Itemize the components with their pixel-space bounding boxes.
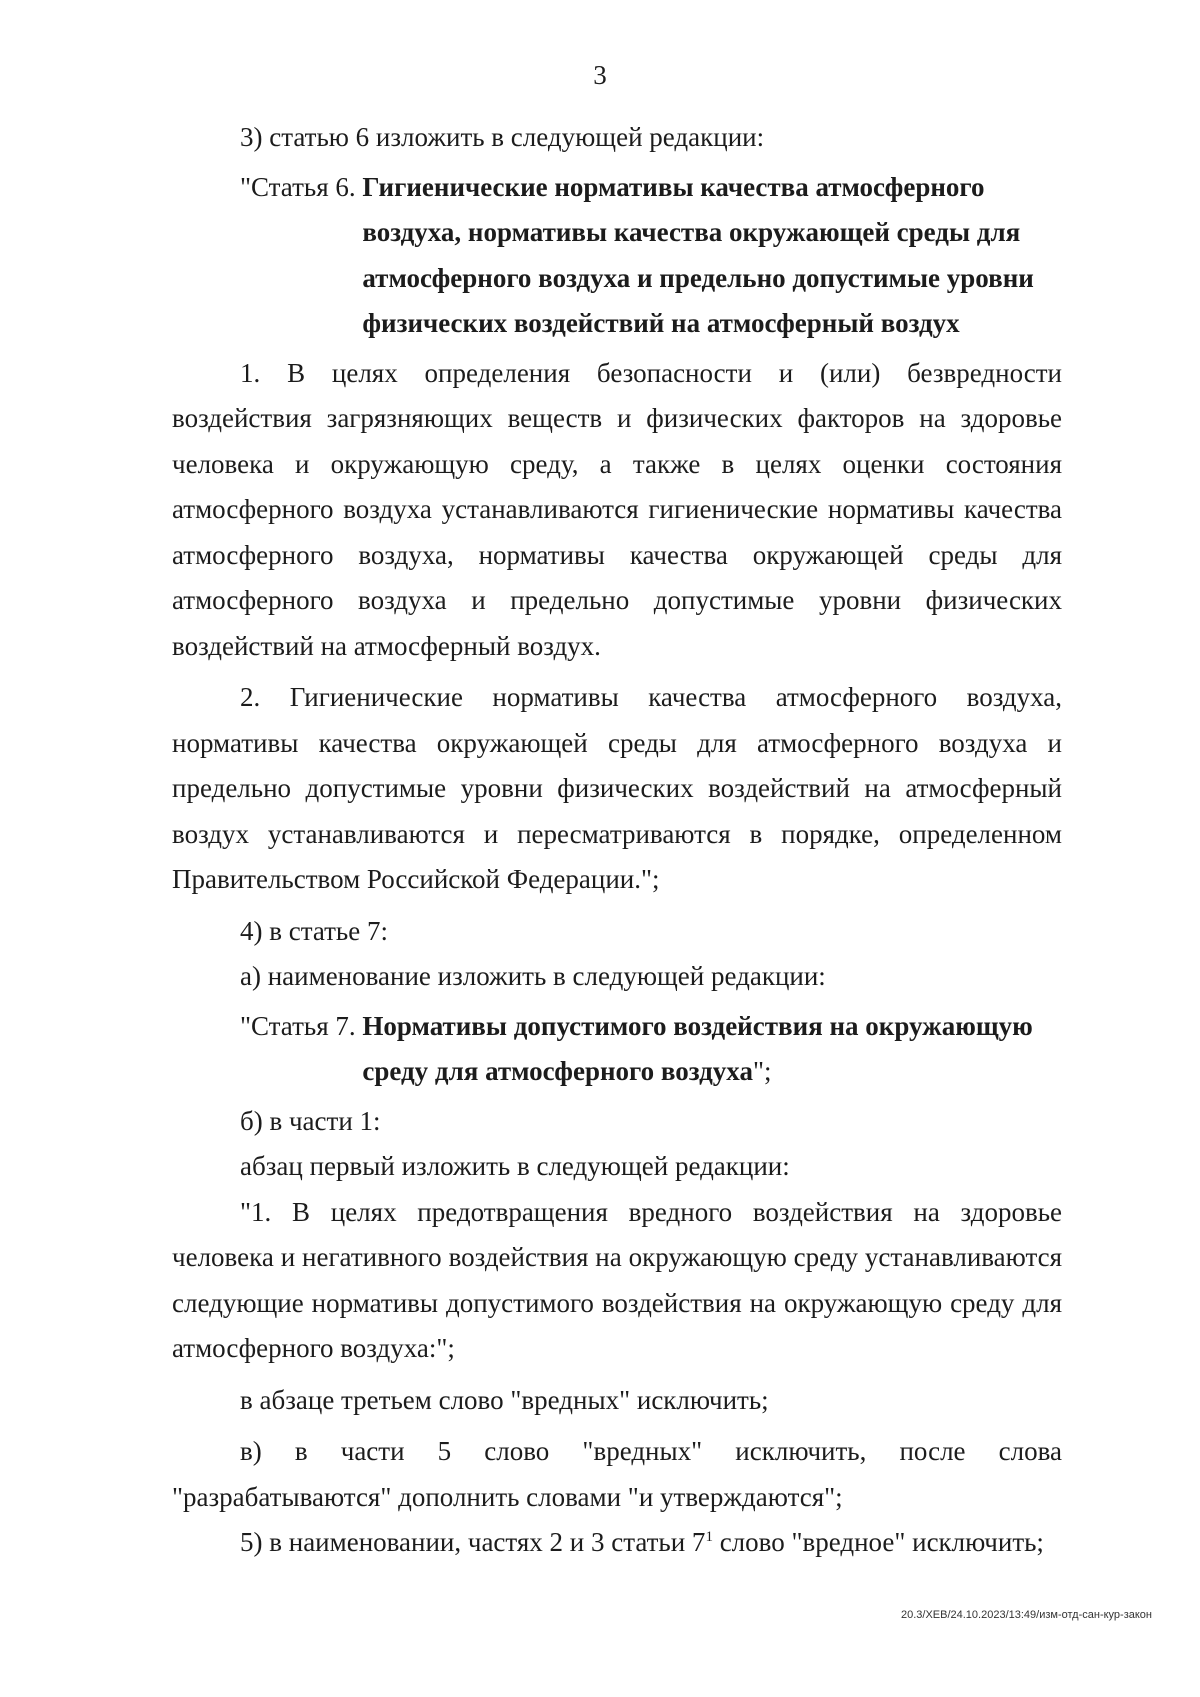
item-4: 4) в статье 7: [240, 915, 388, 946]
page-number: 3 [593, 60, 607, 90]
item-5-text-after: слово "вредное" исключить; [712, 1527, 1044, 1557]
item-5-text-before: 5) в наименовании, частях 2 и 3 статьи 7 [240, 1527, 706, 1557]
item-3-intro: 3) статью 6 изложить в следующей редакции: [240, 122, 765, 152]
article-6-title: Гигиенические нормативы качества атмосферного воздуха, нормативы качества окружающей среды для атмосферного воздуха и предельно допустимые уровни физических воздействий на атмосферный воздух [362, 171, 1034, 338]
document-body [172, 115, 1062, 1566]
article-7-heading [240, 1004, 1062, 1099]
article-7-suffix: "; [752, 1056, 772, 1086]
article-6-paragraph-1: 1. В целях определения безопасности и (или) безвредности воздействия загрязняющих веществ и физических факторов на здоровье человека и окружающую среду, а также в целях оценки состояния атмосферного воздуха устанавливаются гигиенические нормативы качества атмосферного воздуха, нормативы качества окружающей среды для атмосферного воздуха и предельно допустимые уровни физических воздействий на атмосферный воздух. [172, 357, 1062, 661]
footer-document-code: 20.3/ХЕВ/24.10.2023/13:49/изм-отд-сан-кур-закон [900, 1609, 1152, 1621]
article-6-prefix: "Статья 6. [240, 171, 363, 202]
item-5 [172, 1520, 1062, 1566]
item-4b-paragraph-3: в абзаце третьем слово "вредных" исключить; [240, 1384, 769, 1415]
item-4v: в) в части 5 слово "вредных" исключить, после слова "разрабатываются" дополнить словами "и утверждаются"; [172, 1436, 1062, 1512]
article-7-title: Нормативы допустимого воздействия на окружающую среду для атмосферного воздуха [362, 1010, 1033, 1086]
item-4b-quote: "1. В целях предотвращения вредного воздействия на здоровье человека и негативного воздействия на окружающую среду устанавливаются следующие нормативы допустимого воздействия на окружающую среду для атмосферного воздуха:"; [172, 1196, 1062, 1363]
item-4b: б) в части 1: [240, 1105, 381, 1136]
article-7-prefix: "Статья 7. [240, 1010, 363, 1041]
article-7-title-wrap [362, 1004, 1062, 1099]
item-4a: а) наименование изложить в следующей редакции: [240, 961, 826, 991]
item-4b-paragraph-1: абзац первый изложить в следующей редакции: [240, 1151, 790, 1181]
item-5-superscript: 1 [705, 1529, 713, 1545]
article-6-paragraph-2: 2. Гигиенические нормативы качества атмосферного воздуха, нормативы качества окружающей среды для атмосферного воздуха и предельно допустимые уровни физических воздействий на атмосферный воздух устанавливаются и пересматриваются в порядке, определенном Правительством Российской Федерации."; [172, 682, 1062, 894]
article-6-heading [240, 165, 1062, 351]
